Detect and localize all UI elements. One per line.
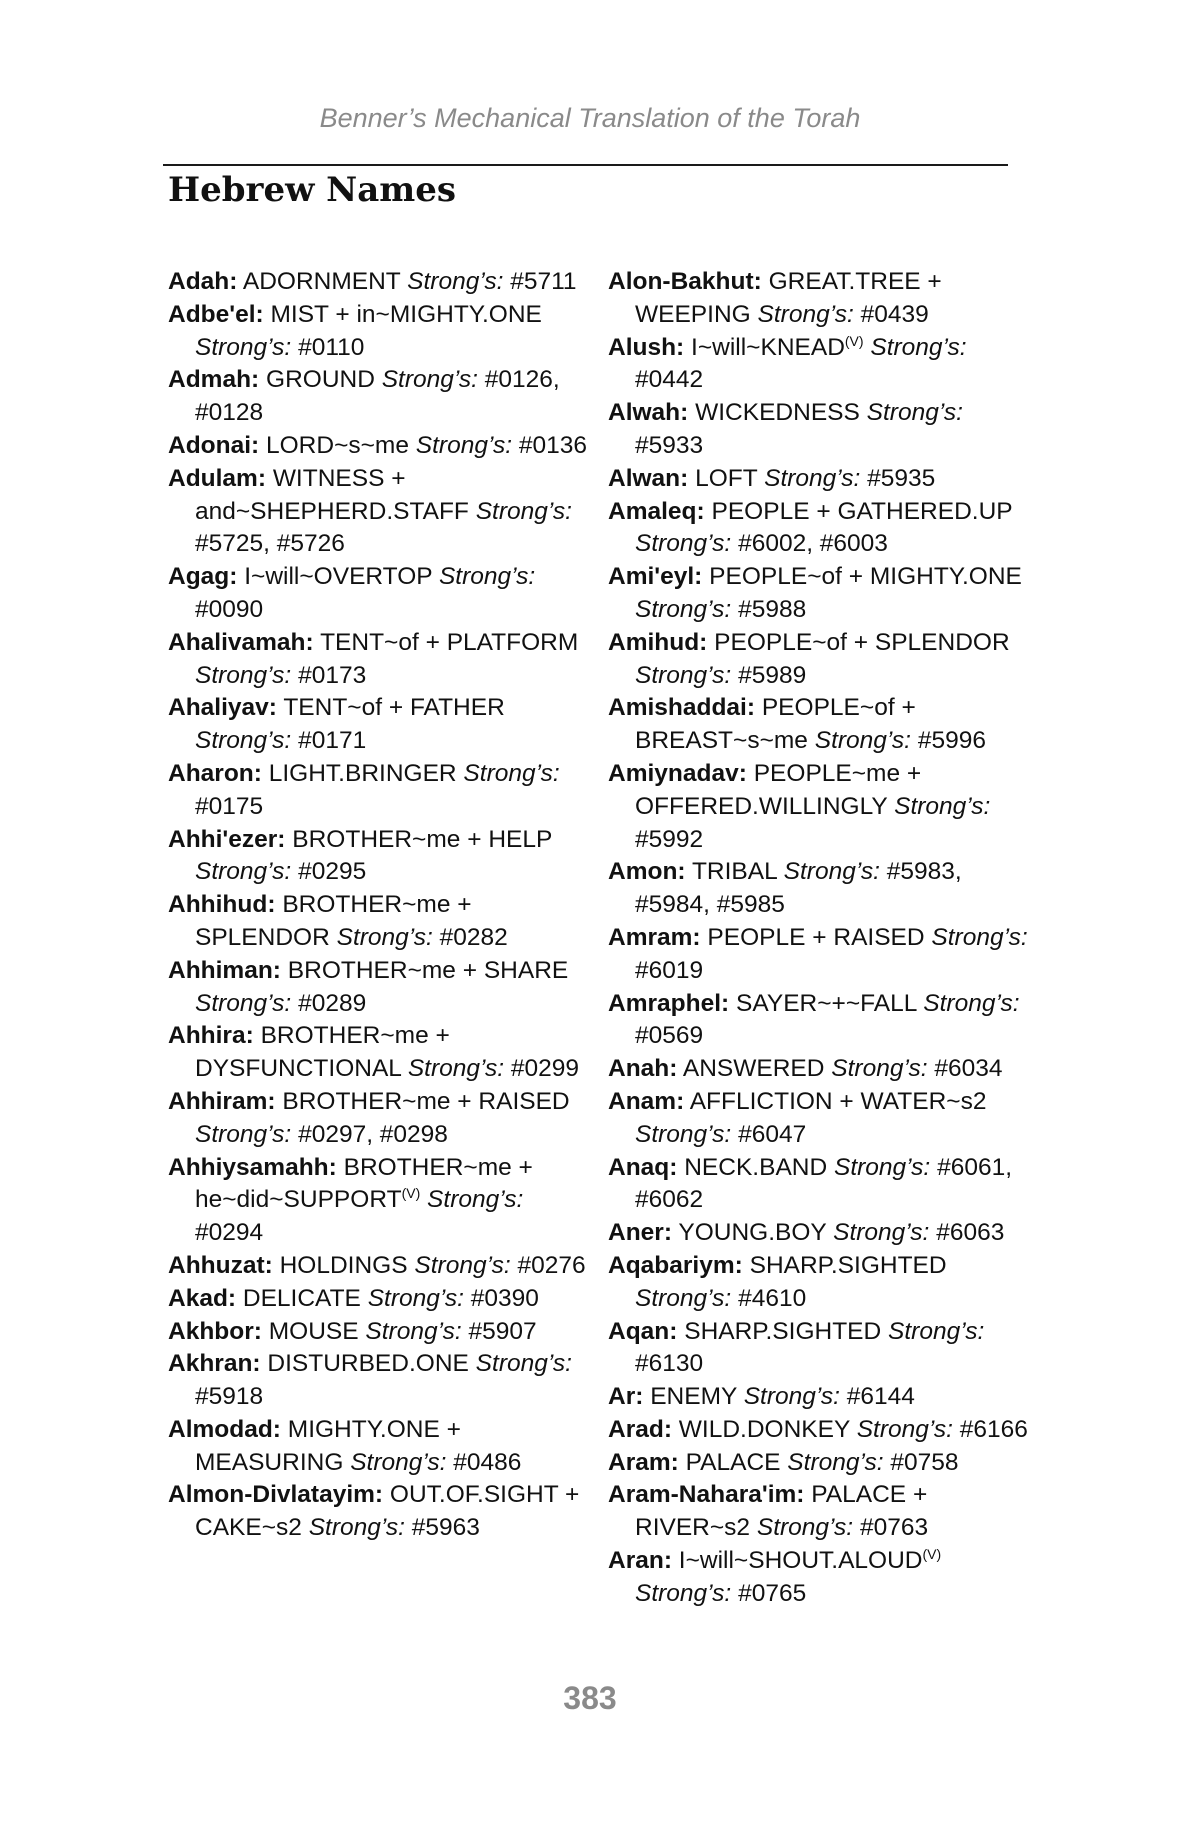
glossary-entry [608, 397, 1028, 463]
strongs-label: Strong’s: [195, 333, 292, 361]
entry-meaning: AFFLICTION + WATER~s2 [689, 1087, 987, 1115]
strongs-label: Strong’s: [195, 727, 292, 755]
entry-name: Almodad: [168, 1415, 281, 1443]
strongs-numbers: #5933 [635, 431, 704, 459]
strongs-numbers: #0173 [298, 661, 367, 689]
glossary-entry [608, 988, 1028, 1054]
glossary-entry [168, 955, 588, 1021]
strongs-label: Strong’s: [764, 464, 861, 492]
entry-meaning: PEOPLE~of + MIGHTY.ONE [709, 563, 1022, 591]
glossary-entry [608, 266, 1028, 332]
strongs-numbers: #0276 [517, 1251, 586, 1279]
glossary-entry [608, 856, 1028, 922]
glossary-entry [168, 1250, 588, 1283]
entry-name: Adah: [168, 268, 238, 295]
strongs-label: Strong’s: [783, 858, 880, 886]
entry-meaning: LORD~s~me [266, 431, 409, 459]
strongs-numbers: #0486 [453, 1448, 522, 1476]
strongs-numbers: #6047 [738, 1120, 807, 1148]
strongs-label: Strong’s: [923, 989, 1020, 1017]
strongs-numbers: #0110 [298, 333, 365, 361]
strongs-label: Strong’s: [195, 989, 292, 1017]
entry-meaning: YOUNG.BOY [678, 1219, 827, 1247]
strongs-label: Strong’s: [635, 530, 732, 558]
strongs-label: Strong’s: [834, 1153, 931, 1181]
strongs-numbers: #0171 [298, 727, 367, 755]
glossary-entry [608, 1250, 1028, 1316]
entry-meaning: ANSWERED [682, 1055, 825, 1083]
entry-name: Amishaddai: [608, 694, 756, 722]
entry-meaning: BROTHER~me + SPLENDOR [195, 891, 472, 951]
strongs-label: Strong’s: [833, 1219, 930, 1247]
entry-name: Arad: [608, 1415, 672, 1443]
entry-name: Ami'eyl: [608, 563, 703, 591]
glossary-entry [608, 692, 1028, 758]
entry-meaning: OUT.OF.SIGHT + CAKE~s2 [195, 1481, 580, 1542]
glossary-entry [168, 1479, 588, 1545]
glossary-entry [608, 1479, 1028, 1545]
glossary-entry [168, 1086, 588, 1152]
entry-meaning: ADORNMENT [242, 268, 401, 295]
strongs-label: Strong’s: [635, 661, 732, 689]
glossary-entry [608, 1316, 1028, 1382]
strongs-numbers: #6034 [934, 1055, 1003, 1083]
strongs-label: Strong’s: [195, 661, 292, 689]
entry-meaning: GROUND [266, 366, 375, 394]
entry-meaning: SAYER~+~FALL [735, 989, 917, 1017]
entry-meaning: LOFT [695, 464, 758, 492]
entry-meaning: BROTHER~me + RAISED [282, 1087, 570, 1115]
glossary-entry [168, 824, 588, 890]
glossary-entry [608, 496, 1028, 562]
entry-name: Aram-Nahara'im: [608, 1481, 805, 1509]
entry-meaning: NECK.BAND [684, 1153, 828, 1181]
entry-name: Amraphel: [608, 989, 730, 1017]
strongs-label: Strong’s: [475, 1350, 572, 1378]
entry-name: Anam: [608, 1087, 685, 1115]
strongs-numbers: #0294 [195, 1219, 264, 1247]
entry-name: Aqan: [608, 1317, 678, 1345]
entry-name: Alush: [608, 333, 685, 361]
glossary-column-left [168, 266, 588, 1545]
strongs-numbers: #5725, #5726 [195, 530, 345, 558]
strongs-label: Strong’s: [894, 792, 991, 820]
entry-name: Alon-Bakhut: [608, 268, 762, 295]
strongs-numbers: #5935 [867, 464, 936, 492]
entry-meaning: I~will~KNEAD [691, 333, 845, 361]
strongs-numbers: #0175 [195, 792, 264, 820]
entry-name: Aner: [608, 1219, 672, 1247]
strongs-numbers: #5711 [510, 268, 577, 295]
glossary-entry [608, 1545, 1028, 1611]
glossary-entry [168, 758, 588, 824]
glossary-entry [168, 1283, 588, 1316]
entry-name: Ahhiram: [168, 1087, 276, 1115]
glossary-entry [168, 430, 588, 463]
entry-meaning: MIGHTY.ONE + MEASURING [195, 1415, 461, 1476]
entry-name: Agag: [168, 563, 238, 591]
glossary-entry [608, 1381, 1028, 1414]
entry-meaning: BROTHER~me + SHARE [287, 956, 569, 984]
entry-meaning: WICKEDNESS [695, 399, 860, 427]
entry-meaning: TENT~of + PLATFORM [320, 628, 579, 656]
strongs-label: Strong’s: [787, 1448, 884, 1476]
entry-name: Admah: [168, 366, 260, 394]
strongs-label: Strong’s: [757, 300, 854, 328]
entry-meaning: PALACE [685, 1448, 781, 1476]
strongs-label: Strong’s: [888, 1317, 985, 1345]
entry-meaning: BROTHER~me + DYSFUNCTIONAL [195, 1022, 450, 1083]
strongs-numbers: #5983, #5984, #5985 [635, 858, 962, 919]
strongs-label: Strong’s: [308, 1514, 405, 1542]
glossary-entry [608, 463, 1028, 496]
entry-name: Akad: [168, 1284, 237, 1312]
glossary-entry [168, 1414, 588, 1480]
entry-meaning: PEOPLE~of + BREAST~s~me [635, 694, 916, 755]
entry-meaning: ENEMY [650, 1383, 737, 1411]
strongs-numbers: #0439 [860, 300, 929, 328]
strongs-numbers: #5988 [738, 595, 807, 623]
entry-meaning: I~will~OVERTOP [244, 563, 433, 591]
strongs-label: Strong’s: [195, 1120, 292, 1148]
strongs-numbers: #0765 [738, 1579, 807, 1607]
glossary-entry [168, 561, 588, 627]
strongs-label: Strong’s: [195, 858, 292, 886]
strongs-label: Strong’s: [365, 1317, 462, 1345]
glossary-entry [608, 1217, 1028, 1250]
glossary-entry [168, 266, 588, 299]
glossary-entry [168, 889, 588, 955]
strongs-numbers: #5963 [411, 1514, 480, 1542]
strongs-label: Strong’s: [870, 333, 967, 361]
strongs-numbers: #5989 [738, 661, 807, 689]
entry-meaning: HOLDINGS [279, 1251, 408, 1279]
strongs-numbers: #5918 [195, 1383, 264, 1411]
strongs-numbers: #0289 [298, 989, 367, 1017]
entry-meaning: TRIBAL [691, 858, 777, 886]
verb-marker: (V) [844, 332, 864, 349]
glossary-entry [608, 332, 1028, 398]
entry-meaning: I~will~SHOUT.ALOUD [678, 1547, 923, 1575]
entry-name: Alwah: [608, 399, 689, 427]
strongs-numbers: #0763 [859, 1514, 929, 1542]
entry-name: Ahhihud: [168, 891, 276, 919]
glossary-entry [608, 758, 1028, 856]
strongs-label: Strong’s: [475, 497, 572, 525]
strongs-numbers: #6166 [959, 1415, 1028, 1443]
strongs-numbers: #0090 [195, 595, 264, 623]
glossary-entry [608, 1086, 1028, 1152]
glossary-entry [608, 1414, 1028, 1447]
strongs-label: Strong’s: [635, 1579, 732, 1607]
strongs-numbers: #0297, #0298 [298, 1120, 448, 1148]
strongs-label: Strong’s: [336, 923, 433, 951]
entry-meaning: LIGHT.BRINGER [268, 759, 457, 787]
entry-meaning: DISTURBED.ONE [267, 1350, 469, 1378]
strongs-label: Strong’s: [427, 1186, 524, 1214]
entry-name: Aran: [608, 1547, 672, 1575]
strongs-label: Strong’s: [414, 1251, 511, 1279]
glossary-entry [168, 627, 588, 693]
entry-name: Amram: [608, 923, 701, 951]
strongs-label: Strong’s: [350, 1448, 447, 1476]
entry-meaning: TENT~of + FATHER [283, 694, 505, 722]
strongs-label: Strong’s: [463, 759, 560, 787]
glossary-column-right [608, 266, 1028, 1611]
strongs-numbers: #6063 [936, 1219, 1005, 1247]
glossary-entry [168, 299, 588, 365]
strongs-label: Strong’s: [931, 923, 1028, 951]
entry-name: Adulam: [168, 464, 266, 492]
entry-name: Amiynadav: [608, 759, 747, 787]
entry-name: Alwan: [608, 464, 689, 492]
strongs-label: Strong’s: [831, 1055, 928, 1083]
strongs-numbers: #0282 [439, 923, 508, 951]
entry-name: Ahalivamah: [168, 628, 314, 656]
glossary-entry [168, 364, 588, 430]
entry-name: Aqabariym: [608, 1251, 743, 1279]
entry-name: Ahhira: [168, 1022, 254, 1050]
strongs-numbers: #6130 [635, 1350, 704, 1378]
entry-meaning: SHARP.SIGHTED [684, 1317, 882, 1345]
strongs-numbers: #5907 [468, 1317, 537, 1345]
strongs-label: Strong’s: [367, 1284, 464, 1312]
strongs-numbers: #0295 [298, 858, 367, 886]
entry-meaning: PEOPLE~me + OFFERED.WILLINGLY [635, 759, 922, 820]
strongs-label: Strong’s: [856, 1415, 953, 1443]
glossary-entry [168, 1152, 588, 1250]
strongs-numbers: #6019 [635, 956, 704, 984]
entry-meaning: MIST + in~MIGHTY.ONE [270, 300, 542, 328]
entry-meaning: MOUSE [268, 1317, 359, 1345]
strongs-numbers: #6061, #6062 [635, 1153, 1012, 1214]
entry-name: Amaleq: [608, 497, 705, 525]
glossary-entry [608, 561, 1028, 627]
strongs-numbers: #6002, #6003 [738, 530, 888, 558]
header-divider [163, 164, 1008, 166]
strongs-numbers: #0758 [890, 1448, 959, 1476]
entry-meaning: BROTHER~me + he~did~SUPPORT [195, 1153, 533, 1214]
entry-meaning: PEOPLE + GATHERED.UP [711, 497, 1013, 525]
entry-name: Akhbor: [168, 1317, 262, 1345]
entry-name: Amon: [608, 858, 686, 886]
strongs-numbers: #5996 [917, 727, 986, 755]
glossary-entry [168, 1348, 588, 1414]
strongs-label: Strong’s: [756, 1514, 854, 1542]
strongs-label: Strong’s: [635, 1120, 732, 1148]
strongs-label: Strong’s: [438, 563, 536, 591]
strongs-numbers: #0126, #0128 [195, 366, 560, 427]
glossary-entry [168, 463, 588, 561]
glossary-entry [608, 627, 1028, 693]
entry-name: Ar: [608, 1383, 644, 1411]
entry-name: Ahaliyav: [168, 694, 277, 722]
section-title: Hebrew Names [168, 170, 457, 210]
strongs-label: Strong’s: [866, 399, 963, 427]
entry-meaning: DELICATE [242, 1284, 361, 1312]
glossary-entry [168, 1316, 588, 1349]
running-header: Benner’s Mechanical Translation of the Torah [319, 103, 861, 133]
strongs-numbers: #0136 [518, 431, 587, 459]
glossary-entry [608, 1447, 1028, 1480]
strongs-label: Strong’s: [415, 431, 513, 459]
verb-marker: (V) [922, 1546, 942, 1563]
strongs-numbers: #0299 [510, 1055, 580, 1083]
strongs-numbers: #5992 [635, 825, 704, 853]
entry-meaning: BROTHER~me + HELP [292, 825, 552, 853]
entry-name: Aharon: [168, 759, 262, 787]
entry-name: Ahhiman: [168, 956, 281, 984]
strongs-numbers: #0569 [635, 1022, 704, 1050]
entry-name: Ahhi'ezer: [168, 825, 286, 853]
verb-marker: (V) [401, 1185, 421, 1202]
entry-name: Akhran: [168, 1350, 261, 1378]
glossary-entry [168, 692, 588, 758]
entry-name: Anaq: [608, 1153, 678, 1181]
strongs-label: Strong’s: [635, 595, 732, 623]
strongs-label: Strong’s: [635, 1284, 732, 1312]
strongs-numbers: #0390 [470, 1284, 539, 1312]
glossary-entry [168, 1020, 588, 1086]
strongs-label: Strong’s: [407, 268, 504, 295]
glossary-entry [608, 1152, 1028, 1218]
strongs-label: Strong’s: [743, 1383, 840, 1411]
entry-name: Amihud: [608, 628, 708, 656]
entry-name: Ahhuzat: [168, 1251, 273, 1279]
entry-name: Adbe'el: [168, 300, 264, 328]
entry-name: Anah: [608, 1055, 678, 1083]
entry-name: Adonai: [168, 431, 260, 459]
entry-meaning: PEOPLE~of + SPLENDOR [714, 628, 1010, 656]
page-number: 383 [563, 1680, 617, 1716]
entry-meaning: PEOPLE + RAISED [707, 923, 925, 951]
glossary-entry [608, 1053, 1028, 1086]
strongs-label: Strong’s: [381, 366, 478, 394]
entry-meaning: WILD.DONKEY [678, 1415, 850, 1443]
entry-name: Almon-Divlatayim: [168, 1481, 384, 1509]
strongs-label: Strong’s: [407, 1055, 505, 1083]
entry-name: Aram: [608, 1448, 679, 1476]
entry-meaning: WITNESS + and~SHEPHERD.STAFF [195, 464, 469, 525]
entry-name: Ahhiysamahh: [168, 1153, 337, 1181]
strongs-label: Strong’s: [814, 727, 911, 755]
entry-meaning: SHARP.SIGHTED [749, 1251, 947, 1279]
strongs-numbers: #6144 [846, 1383, 915, 1411]
strongs-numbers: #0442 [635, 366, 704, 394]
glossary-entry [608, 922, 1028, 988]
entry-meaning: GREAT.TREE + WEEPING [635, 268, 942, 328]
entry-meaning: PALACE + RIVER~s2 [635, 1481, 928, 1542]
strongs-numbers: #4610 [738, 1284, 807, 1312]
